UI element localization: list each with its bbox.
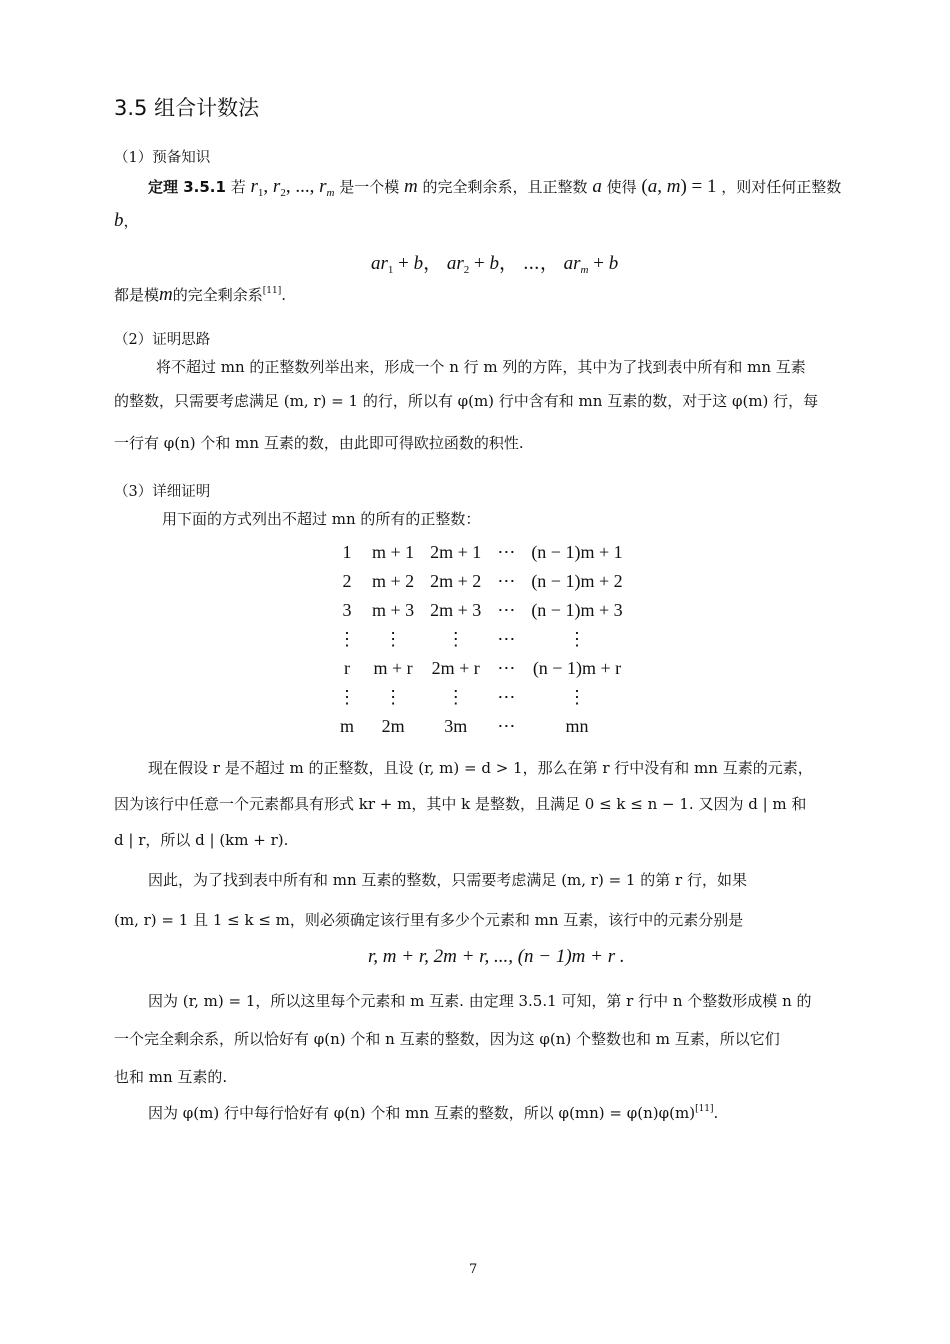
para4-end: . [713,1104,719,1122]
para1-line-3: d | r，所以 d | (km + r). [114,831,289,849]
matrix-cell: ⋮ [338,687,356,707]
para2-line-2: (m, r) = 1 且 1 ≤ k ≤ m，则必须确定该行里有多少个元素和 mn 互素，该行中的元素分别是 [114,911,744,929]
theorem-line [148,176,841,199]
matrix-cell: 2m + 3 [430,600,482,620]
para2-line-1: 因此，为了找到表中所有和 mn 互素的整数，只需要考虑满足 (m, r) = 1 的第 r 行，如果 [148,871,747,889]
matrix-row [330,625,631,654]
matrix-cell: r [344,658,350,678]
matrix-cell: ⋯ [497,629,516,649]
matrix-cell: ⋮ [384,687,403,707]
matrix-row [330,538,631,567]
citation: [11] [695,1104,714,1114]
matrix-row [330,654,631,683]
matrix-cell: (n − 1)m + 1 [531,542,623,562]
matrix-cell: m + r [373,658,413,678]
conclusion-a: 都是模 [114,286,160,304]
para4-text: 因为 φ(m) 行中每行恰好有 φ(n) 个和 mn 互素的整数，所以 φ(mn) = φ(n)φ(m) [148,1104,696,1122]
theorem-label: 定理 3.5.1 [148,178,226,196]
theorem-b-line: b， [114,210,139,231]
matrix-cell: m + 2 [372,571,415,591]
matrix-row [330,596,631,625]
matrix-cell: ⋮ [384,629,403,649]
matrix-cell: ⋯ [497,542,516,562]
conclusion-b: 的完全剩余系 [172,286,263,304]
page-number: 7 [469,1262,478,1277]
theorem-text-d: 使得 [606,178,637,196]
theorem-formula: $ar_1 + b$， $ar_2 + b$， ⋯， $ar_m + b$ [371,253,619,276]
matrix-row [330,683,631,712]
var-a: a [592,176,602,197]
matrix-row [330,567,631,596]
subsection-idea: （2）证明思路 [114,332,211,348]
theorem-residues: $r_1$, $r_2$, ..., $r_m$ [250,176,335,199]
var-m: m [404,176,418,197]
matrix-cell: ⋮ [338,629,356,649]
matrix-cell: 3 [342,600,352,620]
matrix-cell: 2m [381,716,405,736]
idea-line-3: 一行有 φ(n) 个和 mn 互素的数，由此即可得欧拉函数的积性. [114,434,524,452]
theorem-text-b: 是一个模 [339,178,400,196]
matrix-cell: 2m + r [431,658,480,678]
matrix-cell: 2 [342,571,352,591]
para3-line-3: 也和 mn 互素的. [114,1068,228,1086]
subsection-prelim: （1）预备知识 [114,150,211,166]
matrix-cell: (n − 1)m + 2 [531,571,623,591]
matrix-cell: ⋯ [497,687,516,707]
theorem-text-e: ，则对任何正整数 [721,178,842,196]
matrix-cell: ⋯ [497,600,516,620]
number-matrix [330,538,631,741]
matrix-cell: m + 3 [372,600,415,620]
citation: [11] [262,286,282,296]
matrix-cell: ⋮ [446,629,465,649]
matrix-cell: ⋮ [567,687,586,707]
matrix-cell: ⋯ [497,571,516,591]
section-heading: 3.5 组合计数法 [114,96,260,120]
matrix-cell: m [339,716,354,736]
proof-intro: 用下面的方式列出不超过 mn 的所有的正整数： [162,510,481,528]
matrix-cell: 2m + 1 [430,542,482,562]
para4-line [148,1102,718,1123]
matrix-row [330,712,631,741]
matrix-cell: (n − 1)m + r [532,658,622,678]
idea-line-2: 的整数，只需要考虑满足 (m, r) = 1 的行，所以有 φ(m) 行中含有和 mn 互素的数，对于这 φ(m) 行，每 [114,392,819,410]
matrix-cell: ⋯ [497,716,516,736]
matrix-cell: mn [565,716,589,736]
para1-line-2: 因为该行中任意一个元素都具有形式 kr + m，其中 k 是整数，且满足 0 ≤ k ≤ n − 1. 又因为 d | m 和 [114,795,807,813]
theorem-text-c: 的完全剩余系，且正整数 [422,178,588,196]
matrix-cell: ⋯ [497,658,516,678]
matrix-cell: 1 [342,542,352,562]
idea-line-1: 将不超过 mn 的正整数列举出来，形成一个 n 行 m 列的方阵，其中为了找到表中所有和 mn 互素 [156,358,806,376]
subsection-proof: （3）详细证明 [114,484,211,500]
matrix-cell: m + 1 [372,542,415,562]
para1-line-1: 现在假设 r 是不超过 m 的正整数，且设 (r, m) = d > 1，那么在第 r 行中没有和 mn 互素的元素， [148,759,813,777]
matrix-cell: 3m [444,716,468,736]
matrix-cell: (n − 1)m + 3 [531,600,623,620]
theorem-text-a: 若 [230,178,246,196]
para3-line-1: 因为 (r, m) = 1，所以这里每个元素和 m 互素. 由定理 3.5.1 可知，第 r 行中 n 个整数形成模 n 的 [148,992,812,1010]
matrix-cell: ⋮ [567,629,586,649]
matrix-cell: ⋮ [446,687,465,707]
matrix-cell: 2m + 2 [430,571,482,591]
para3-line-2: 一个完全剩余系，所以恰好有 φ(n) 个和 n 互素的整数，因为这 φ(n) 个整数也和 m 互素，所以它们 [114,1030,780,1048]
theorem-conclusion: 都是模m的完全剩余系[11]. [114,284,287,305]
theorem-cond: (a, m) = 1 [641,176,717,197]
row-formula: r, m + r, 2m + r, ..., (n − 1)m + r . [368,946,625,967]
